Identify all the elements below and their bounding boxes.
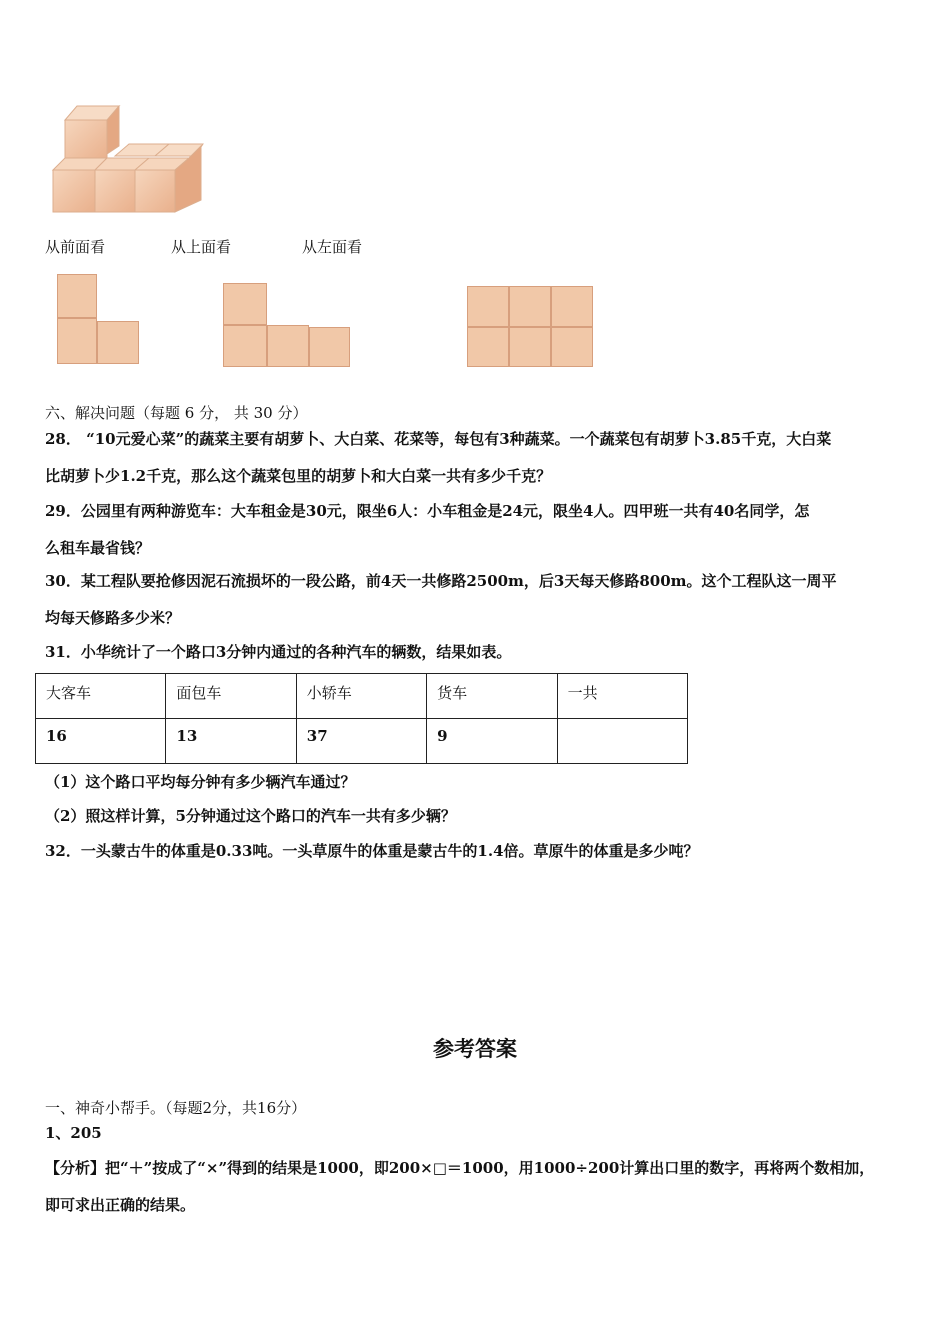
question-29-line-2: 么租车最省钱？ <box>45 539 151 557</box>
table-value-row <box>36 719 688 764</box>
table-cell: 13 <box>166 719 296 764</box>
table-header-cell: 大客车 <box>36 674 166 719</box>
analysis-line-1: 【分析】把“＋”按成了“×”得到的结果是1000，即200×□＝1000，用1000÷200计算出口里的数字，再将两个数相加， <box>45 1159 875 1177</box>
table-cell: 16 <box>36 719 166 764</box>
question-30-line-2: 均每天修路多少米？ <box>45 609 181 627</box>
vehicle-count-table <box>35 673 688 764</box>
answers-section-1-heading: 一、神奇小帮手。（每题2分，共16分） <box>45 1099 307 1117</box>
question-28-line-1: 28． “10元爱心菜”的蔬菜主要有胡萝卜、大白菜、花菜等，每包有3种蔬菜。一个蔬菜包有胡萝卜3.85千克，大白菜 <box>45 430 832 448</box>
question-31-sub-1: （1）这个路口平均每分钟有多少辆汽车通过？ <box>45 773 356 791</box>
question-31-intro: 31．小华统计了一个路口3分钟内通过的各种汽车的辆数，结果如表。 <box>45 643 512 661</box>
answers-title: 参考答案 <box>433 1037 517 1061</box>
table-header-cell: 一共 <box>557 674 687 719</box>
left-view-figure <box>467 286 593 368</box>
analysis-line-2: 即可求出正确的结果。 <box>45 1196 196 1214</box>
table-cell: 37 <box>296 719 426 764</box>
section-6-heading: 六、解决问题（每题 6 分， 共 30 分） <box>45 404 308 422</box>
question-28-line-2: 比胡萝卜少1.2千克，那么这个蔬菜包里的胡萝卜和大白菜一共有多少千克？ <box>45 467 552 485</box>
top-view-figure <box>223 283 351 369</box>
table-header-row <box>36 674 688 719</box>
left-view-label: 从左面看 <box>302 238 363 256</box>
answer-1: 1、205 <box>45 1124 102 1142</box>
top-view-label: 从上面看 <box>171 238 232 256</box>
table-cell: 9 <box>427 719 557 764</box>
cube-stack-figure <box>45 100 210 220</box>
front-view-figure <box>57 274 141 366</box>
question-32: 32．一头蒙古牛的体重是0.33吨。一头草原牛的体重是蒙古牛的1.4倍。草原牛的体重是多少吨？ <box>45 842 699 860</box>
table-header-cell: 面包车 <box>166 674 296 719</box>
question-29-line-1: 29．公园里有两种游览车：大车租金是30元，限坐6人：小车租金是24元，限坐4人。四甲班一共有40名同学，怎 <box>45 502 810 520</box>
question-30-line-1: 30．某工程队要抢修因泥石流损坏的一段公路，前4天一共修路2500m，后3天每天修路800m。这个工程队这一周平 <box>45 572 837 590</box>
table-header-cell: 货车 <box>427 674 557 719</box>
question-31-sub-2: （2）照这样计算，5分钟通过这个路口的汽车一共有多少辆？ <box>45 807 456 825</box>
table-cell-total <box>557 719 687 764</box>
table-header-cell: 小轿车 <box>296 674 426 719</box>
front-view-label: 从前面看 <box>45 238 106 256</box>
